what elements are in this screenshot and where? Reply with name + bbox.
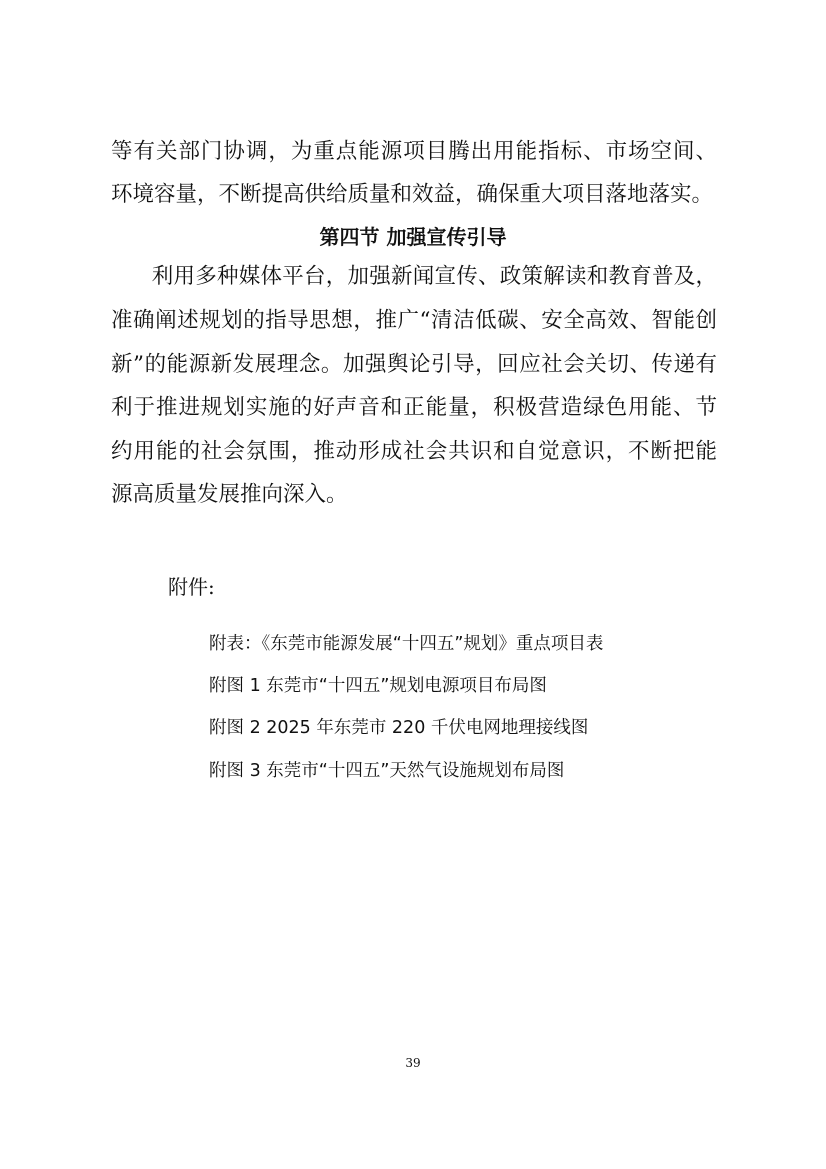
page-number: 39: [405, 1056, 421, 1070]
paragraph-2-line-5: 约用能的社会氛围，推动形成社会共识和自觉意识，不断把能: [111, 439, 717, 464]
attachment-item-figure-1: 附图 1 东莞市“十四五”规划电源项目布局图: [209, 676, 547, 696]
attachment-item-table: 附表：《东莞市能源发展“十四五”规划》重点项目表: [209, 634, 604, 654]
paragraph-2-line-6: 源高质量发展推向深入。: [111, 482, 348, 507]
paragraph-2-line-1: 利用多种媒体平台，加强新闻宣传、政策解读和教育普及，: [130, 264, 717, 289]
paragraph-1-line-2: 环境容量，不断提高供给质量和效益，确保重大项目落地落实。: [111, 182, 714, 207]
section-heading: 第四节 加强宣传引导: [319, 225, 507, 249]
attachment-item-figure-2: 附图 2 2025 年东莞市 220 千伏电网地理接线图: [209, 718, 589, 738]
paragraph-2-line-3: 新”的能源新发展理念。加强舆论引导，回应社会关切、传递有: [111, 352, 717, 377]
attachment-item-figure-3: 附图 3 东莞市“十四五”天然气设施规划布局图: [209, 761, 565, 781]
paragraph-1-line-1: 等有关部门协调，为重点能源项目腾出用能指标、市场空间、: [111, 139, 717, 164]
attachments-label: 附件:: [168, 575, 215, 599]
paragraph-2-line-4: 利于推进规划实施的好声音和正能量，积极营造绿色用能、节: [111, 395, 717, 420]
paragraph-2-line-2: 准确阐述规划的指导思想，推广“清洁低碳、安全高效、智能创: [111, 308, 717, 333]
